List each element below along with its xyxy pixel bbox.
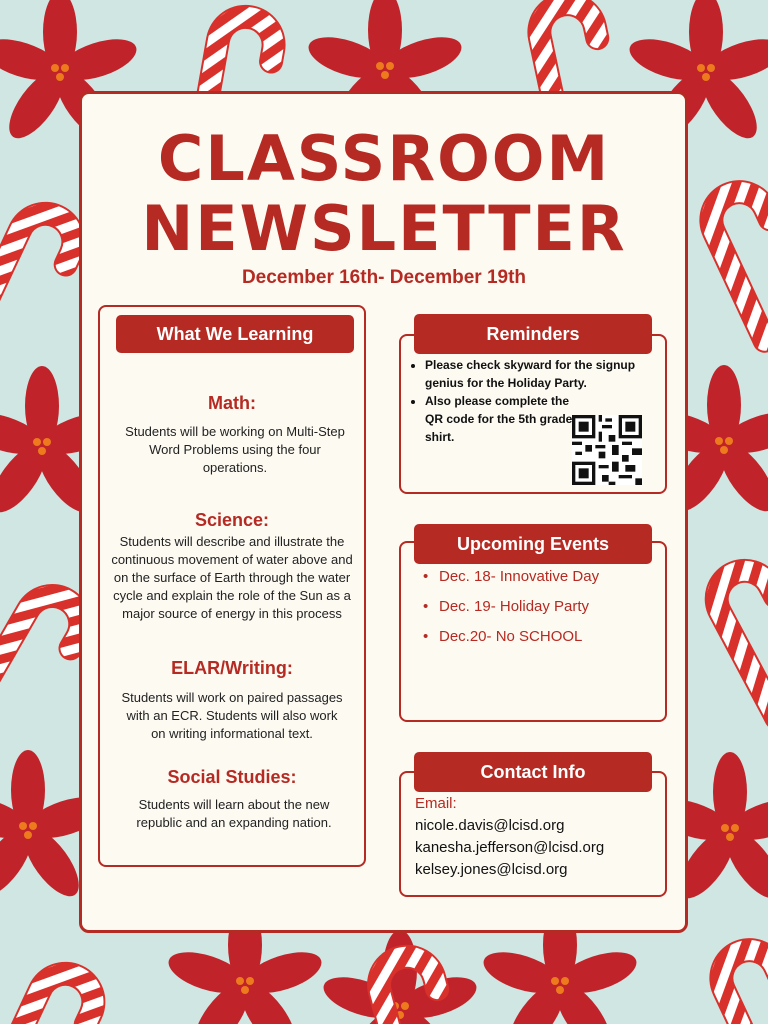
title-line-2: NEWSLETTER [141,192,627,265]
learning-box [98,305,366,867]
list-item: • Dec. 19- Holiday Party [439,597,599,627]
social-studies-text: Students will learn about the new republic and an expanding nation. [136,797,332,830]
list-item: • Also please complete the QR code for the 5th grade shirt. [425,392,575,446]
list-item: • Please check skyward for the signup genius for the Holiday Party. [425,356,675,392]
date-range: December 16th- December 19th [241,267,527,288]
events-list [421,567,599,657]
reminders-header: Reminders [414,314,652,354]
email-label: Email: [415,795,457,812]
qr-code-icon [572,415,642,485]
events-box [399,541,667,722]
email-link[interactable]: kelsey.jones@lcisd.org [415,861,568,878]
events-header: Upcoming Events [414,524,652,564]
math-text: Students will be working on Multi-Step Word Problems using the four operations. [125,424,345,475]
science-text: Students will describe and illustrate the continuous movement of water above and on the surface of Earth through the water cycle and explain the role of the Sun as a major source of energy in this process [111,534,353,621]
reminders-box [399,334,667,494]
list-item: • Dec.20- No SCHOOL [439,627,599,657]
social-studies-title: Social Studies: [167,767,297,787]
email-link[interactable]: nicole.davis@lcisd.org [415,817,565,834]
elar-title: ELAR/Writing: [171,658,293,678]
contact-header: Contact Info [414,752,652,792]
elar-text: Students will work on paired passages with an ECR. Students will also work on writing informational text. [121,690,343,741]
title-line-1: CLASSROOM [157,122,611,195]
learning-header: What We Learning [116,315,354,353]
science-title: Science: [194,510,270,530]
contact-details [415,793,604,881]
math-title: Math: [208,393,256,413]
list-item: • Dec. 18- Innovative Day [439,567,599,597]
email-link[interactable]: kanesha.jefferson@lcisd.org [415,839,605,856]
